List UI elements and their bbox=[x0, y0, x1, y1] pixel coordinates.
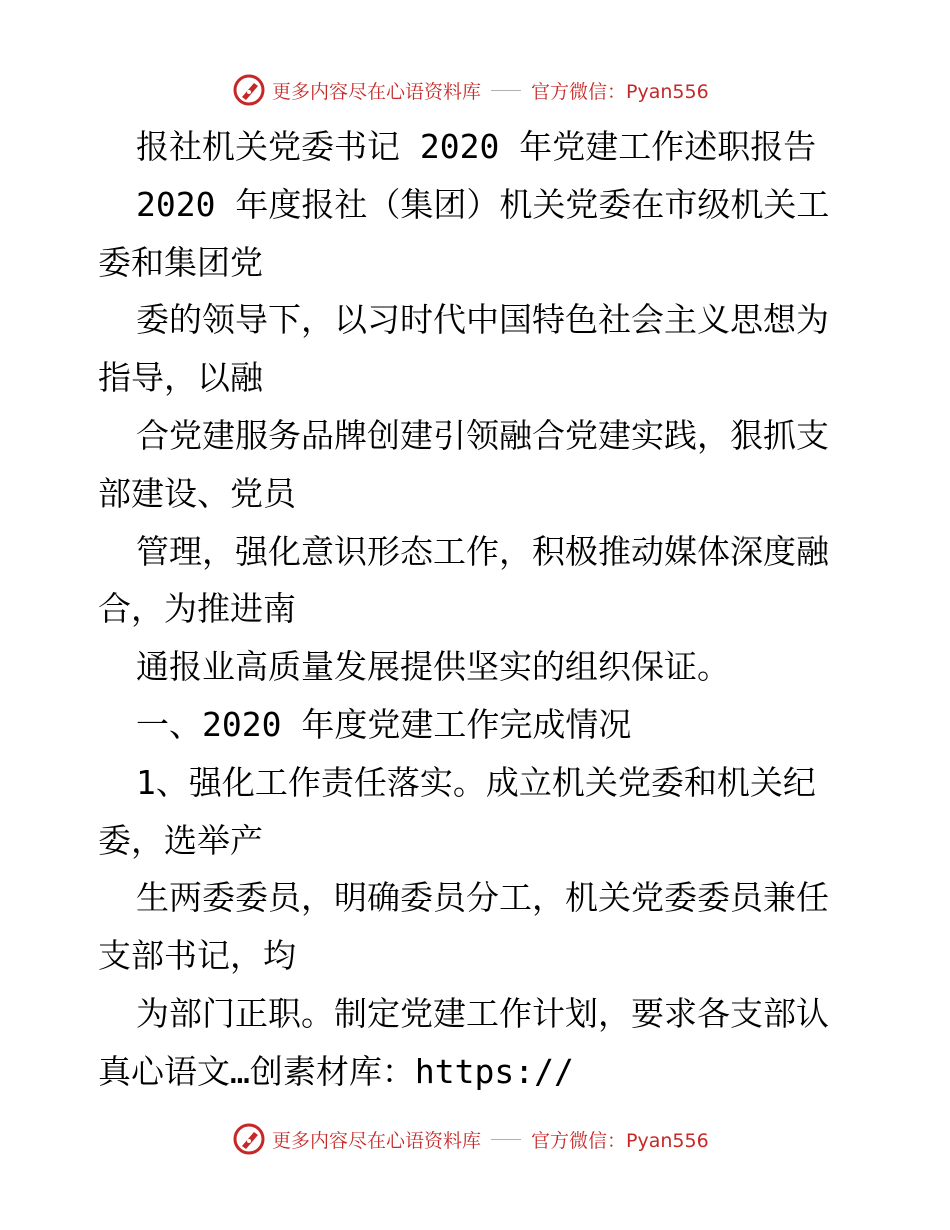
section-heading: 一、2020 年度党建工作完成情况 bbox=[136, 704, 632, 744]
banner-title: 更多内容尽在心语资料库 bbox=[272, 1129, 482, 1152]
text-line: 部建设、党员 bbox=[98, 473, 296, 513]
banner-divider bbox=[491, 1139, 521, 1140]
banner-wechat: 官方微信：Pyan556 bbox=[531, 1129, 709, 1152]
footer-banner[interactable] bbox=[232, 1121, 709, 1157]
banner-wechat: 官方微信：Pyan556 bbox=[531, 80, 709, 103]
text-line: 真心语文…创素材库：https:// bbox=[98, 1051, 574, 1091]
text-line: 委，选举产 bbox=[98, 820, 263, 860]
pen-nib-logo-icon bbox=[232, 1122, 266, 1156]
document-title: 报社机关党委书记 2020 年党建工作述职报告 bbox=[136, 127, 817, 166]
header-banner[interactable] bbox=[232, 72, 709, 108]
document-body bbox=[98, 118, 898, 1101]
text-line: 生两委委员，明确委员分工，机关党委委员兼任 bbox=[136, 878, 829, 918]
text-line: 2020 年度报社（集团）机关党委在市级机关工 bbox=[136, 184, 830, 224]
text-line: 委的领导下，以习时代中国特色社会主义思想为 bbox=[136, 300, 829, 340]
text-line: 合，为推进南 bbox=[98, 589, 296, 629]
text-line: 委和集团党 bbox=[98, 242, 263, 282]
text-line: 支部书记，均 bbox=[98, 936, 296, 976]
text-line: 管理，强化意识形态工作，积极推动媒体深度融 bbox=[136, 531, 829, 571]
text-line: 指导，以融 bbox=[98, 358, 263, 398]
banner-divider bbox=[491, 90, 521, 91]
text-line: 为部门正职。制定党建工作计划，要求各支部认 bbox=[136, 993, 829, 1033]
pen-nib-logo-icon bbox=[232, 73, 266, 107]
text-line: 通报业高质量发展提供坚实的组织保证。 bbox=[136, 647, 730, 687]
text-line: 1、强化工作责任落实。成立机关党委和机关纪 bbox=[136, 762, 816, 802]
text-line: 合党建服务品牌创建引领融合党建实践，狠抓支 bbox=[136, 415, 829, 455]
banner-title: 更多内容尽在心语资料库 bbox=[272, 80, 482, 103]
